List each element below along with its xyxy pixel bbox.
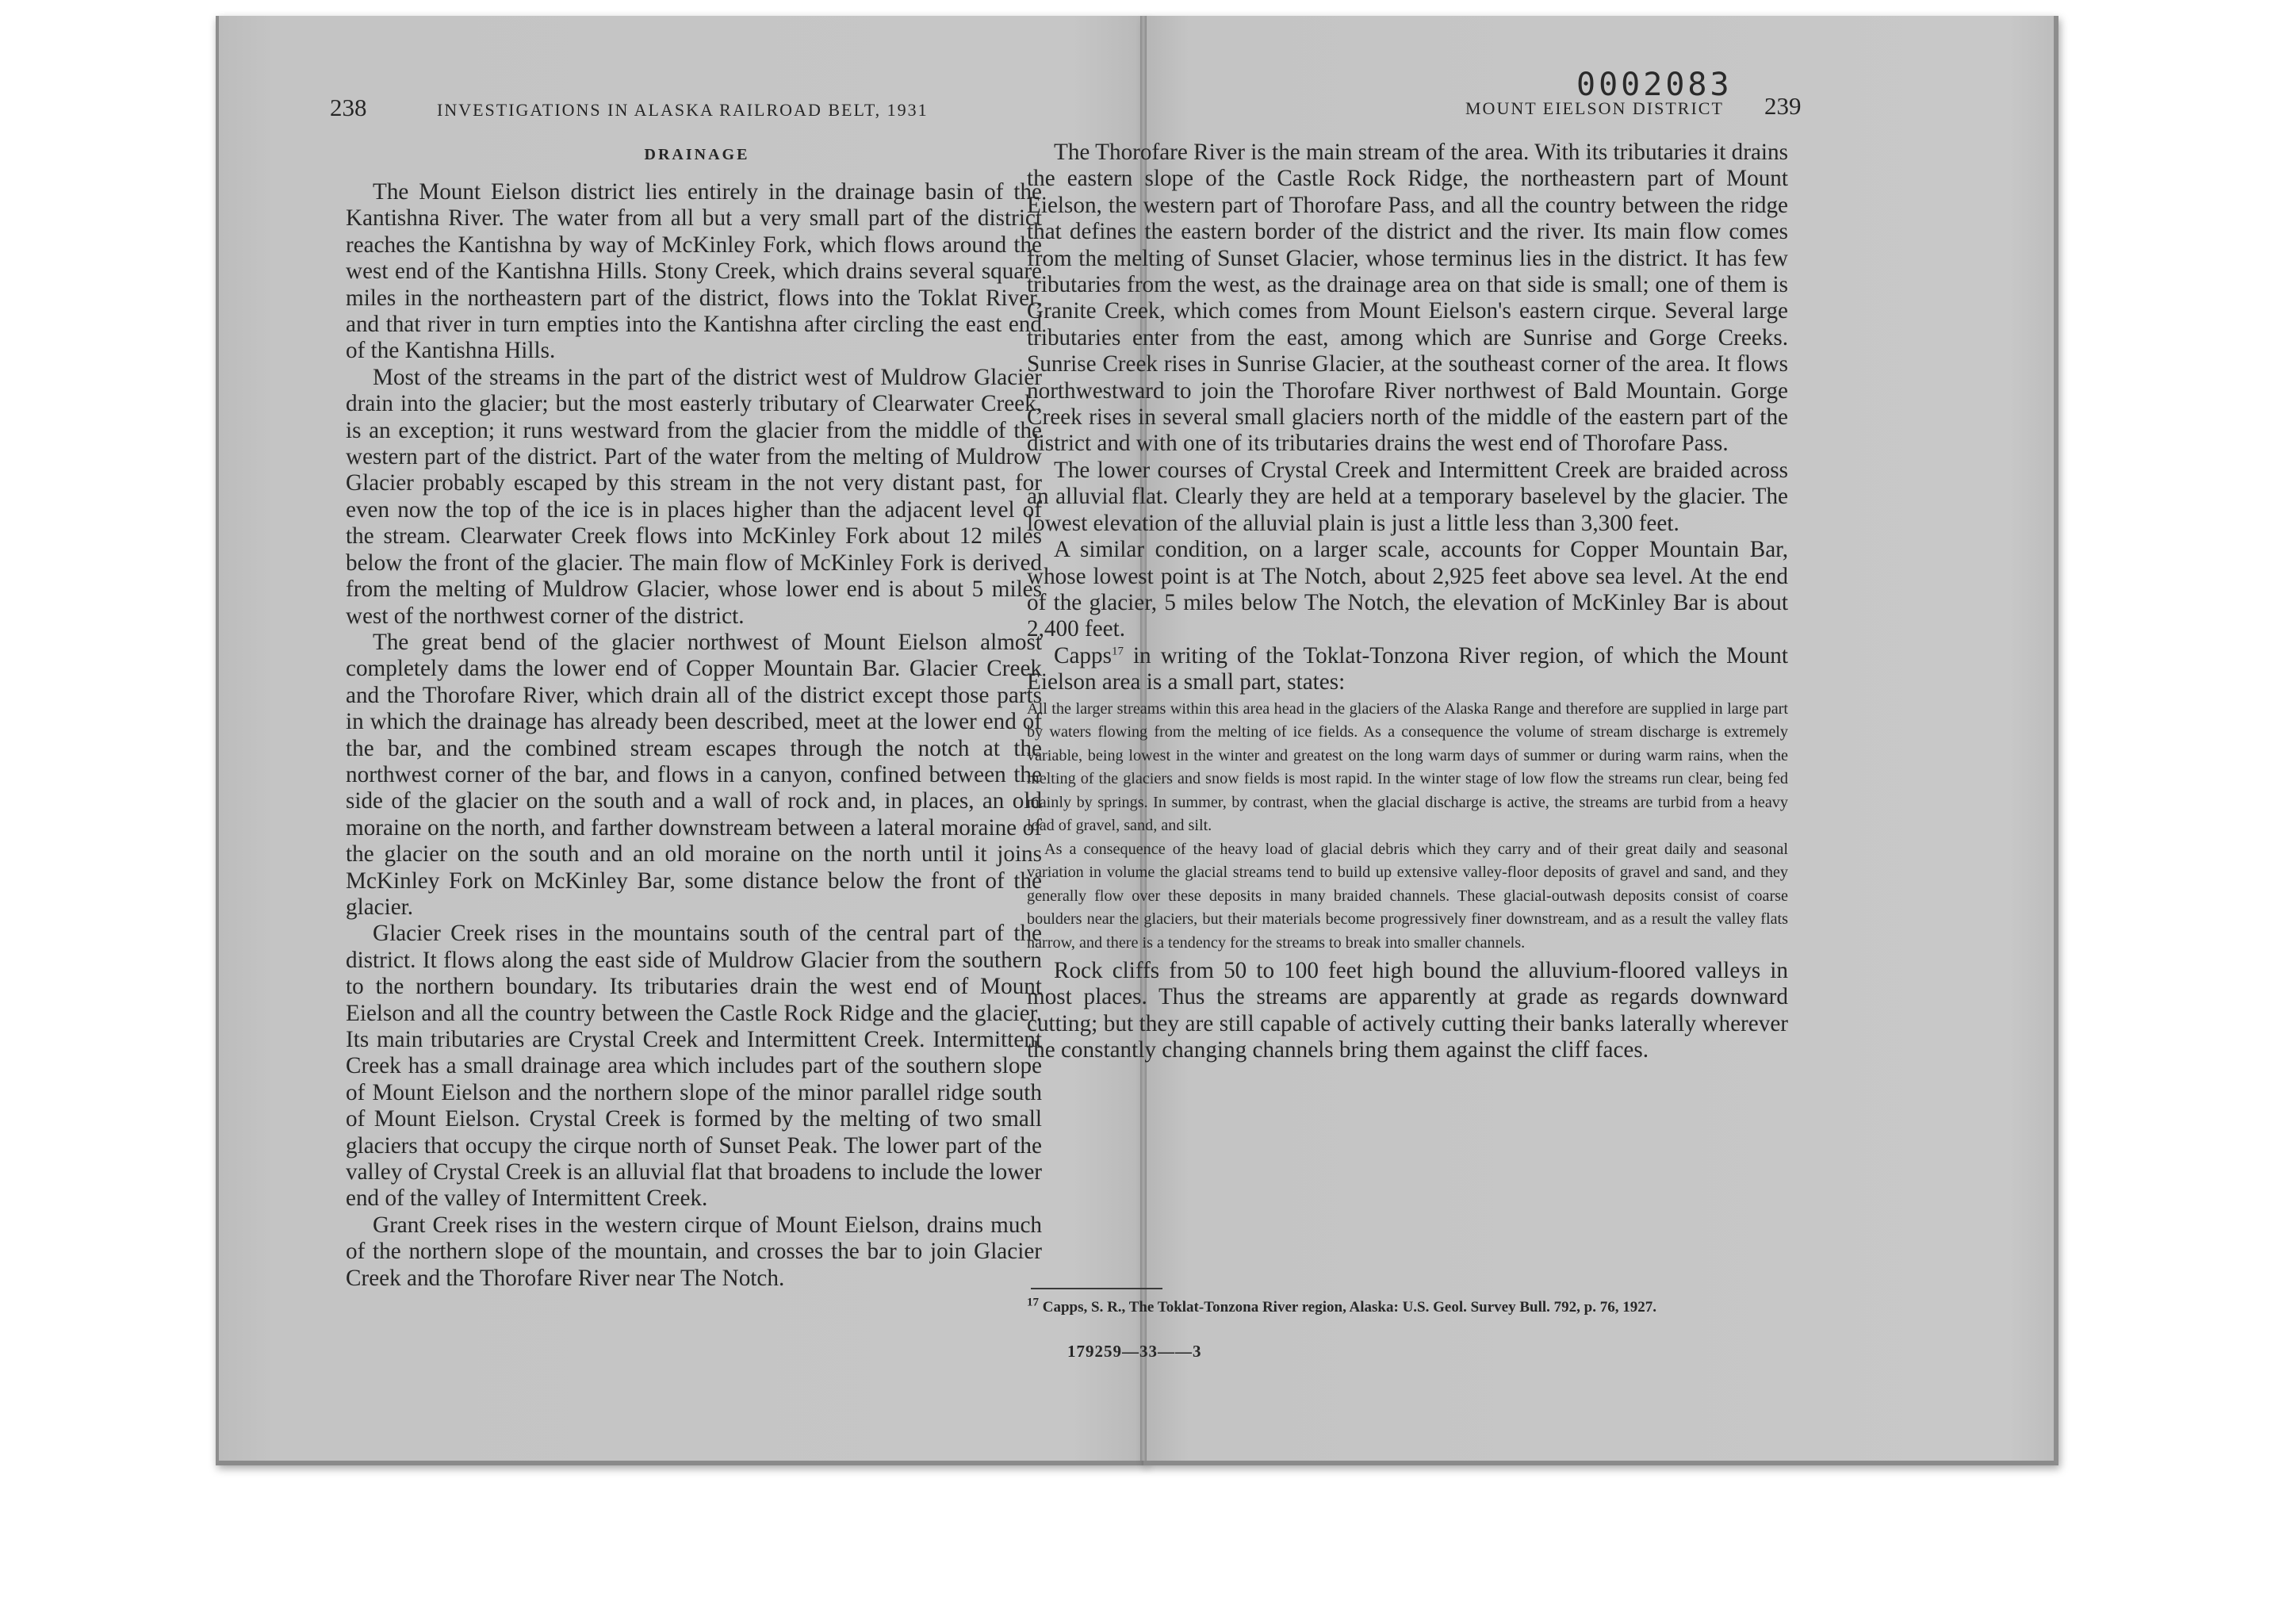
right-running-head: MOUNT EIELSON DISTRICT [1465, 98, 1724, 118]
paragraph: The Thorofare River is the main stream of the area. With its tributaries it drains the eastern slope of the Castle Rock Ridge, the northeastern part of Mount Eielson, the western part of Thorofare Pass, and all the country between the ridge that defines the eastern border of the district and the river. Its main flow comes from the melting of Sunset Glacier, whose terminus lies in the district. It has few tributaries from the west, as the drainage area on that side is small; one of them is Granite Creek, which comes from Mount Eielson's eastern cirque. Several large tributaries enter from the east, among which are Sunrise and Gorge Creeks. Sunrise Creek rises in Sunrise Glacier, at the southeast corner of the area. It flows northwestward to join the Thorofare River northwest of Bald Mountain. Gorge Creek rises in several small glaciers north of the middle of the eastern part of the district and with one of its tributaries drains the west end of Thorofare Pass. [1027, 140, 1788, 457]
paragraph: Glacier Creek rises in the mountains south of the central part of the district. It flows along the east side of Muldrow Glacier from the southern to the northern boundary. Its tributaries drain the west end of Mount Eielson and all the country between the Castle Rock Ridge and the glacier. Its main tributaries are Crystal Creek and Intermittent Creek. Intermittent Creek has a small drainage area which includes part of the southern slope of Mount Eielson and the northern slope of the minor parallel ridge south of Mount Eielson. Crystal Creek is formed by the melting of two small glaciers that occupy the cirque north of Sunset Peak. The lower part of the valley of Crystal Creek is an alluvial flat that broadens to include the lower end of the valley of Intermittent Creek. [346, 921, 1042, 1212]
closing-paragraph: Rock cliffs from 50 to 100 feet high bound the alluvium-floored valleys in most places. Thus the streams are apparently at grade as regards downward cutting; but they are still capable of actively cutting their banks laterally wherever the constantly changing channels bring them against the cliff faces. [1027, 958, 1788, 1063]
quote-paragraph: As a consequence of the heavy load of glacial debris which they carry and of their great daily and seasonal variation in volume the glacial streams tend to build up extensive valley-floor deposits of gravel and sand, and they generally flow over these deposits in many braided channels. These glacial-outwash deposits consist of coarse boulders near the glaciers, but their materials become progressively finer downstream, and as a result the valley flats narrow, and there is a tendency for the streams to break into smaller channels. [1027, 840, 1788, 952]
left-page [216, 16, 1147, 1465]
paragraph: The Mount Eielson district lies entirely in the drainage basin of the Kantishna River. The water from all but a very small part of the district reaches the Kantishna by way of McKinley Fork, which flows around the west end of the Kantishna Hills. Stony Creek, which drains several square miles in the northeastern part of the district, flows into the Toklat River, and that river in turn empties into the Kantishna after circling the east end of the Kantishna Hills. [346, 179, 1042, 364]
paragraph: The great bend of the glacier northwest of Mount Eielson almost completely dams the lower end of Copper Mountain Bar. Glacier Creek and the Thorofare River, which drain all of the district except those parts in which the drainage has already been described, meet at the lower end of the bar, and the combined stream escapes through the notch at the northwest corner of the bar, and flows in a canyon, confined between the side of the glacier on the south and a wall of rock and, in places, an old moraine on the north, and farther downstream between a lateral moraine of the glacier on the south and an old moraine on the north until it joins McKinley Fork on McKinley Bar, some distance below the front of the glacier. [346, 629, 1042, 920]
quote-paragraph: All the larger streams within this area head in the glaciers of the Alaska Range and therefore are supplied in large part by waters flowing from the melting of ice fields. As a consequence the volume of stream discharge is extremely variable, being lowest in the winter and greatest on the long warm days of summer or during warm rains, when the melting of the glaciers and snow fields is most rapid. In the winter stage of low flow the streams run clear, being fed mainly by springs. In summer, by contrast, when the glacial discharge is active, the streams are turbid from a heavy load of gravel, sand, and silt. [1027, 699, 1788, 835]
left-body-text [346, 179, 1042, 1292]
serial-stamp: 0002083 [1576, 67, 1733, 103]
capps-name: Capps [1054, 642, 1112, 668]
left-page-number: 238 [330, 94, 367, 121]
left-running-head: INVESTIGATIONS IN ALASKA RAILROAD BELT, 1931 [437, 100, 929, 120]
footnote-ref: 17 [1111, 644, 1124, 657]
paragraph: The lower courses of Crystal Creek and Intermittent Creek are braided across an alluvial flat. Clearly they are held at a temporary baselevel by the glacier. The lowest elevation of the alluvial plain is just a little less than 3,300 feet. [1027, 457, 1788, 536]
printer-imprint: 179259—33——3 [1067, 1342, 1202, 1361]
footnote-mark: 17 [1027, 1296, 1039, 1309]
capps-intro [1027, 643, 1788, 696]
paragraph: A similar condition, on a larger scale, accounts for Copper Mountain Bar, whose lowest point is at The Notch, about 2,925 feet above sea level. At the end of the glacier, 5 miles below The Notch, the elevation of McKinley Bar is about 2,400 feet. [1027, 537, 1788, 642]
right-page-number: 239 [1764, 92, 1802, 120]
section-heading: DRAINAGE [644, 146, 750, 163]
footnote-rule [1031, 1288, 1162, 1289]
footnote [1027, 1297, 1788, 1318]
paragraph: Most of the streams in the part of the district west of Muldrow Glacier drain into the glacier; but the most easterly tributary of Clearwater Creek, is an exception; it runs westward from the glacier from the middle of the western part of the district. Part of the water from the melting of Muldrow Glacier probably escaped by this stream in the not very distant past, for even now the top of the ice is in places higher than the adjacent level of the stream. Clearwater Creek flows into McKinley Fork about 12 miles below the front of the glacier. The main flow of McKinley Fork is derived from the melting of Muldrow Glacier, whose lower end is about 5 miles west of the northwest corner of the district. [346, 364, 1042, 629]
paragraph: Grant Creek rises in the western cirque of Mount Eielson, drains much of the northern slope of the mountain, and crosses the bar to join Glacier Creek and the Thorofare River near The Notch. [346, 1212, 1042, 1291]
footnote-text: Capps, S. R., The Toklat-Tonzona River region, Alaska: U.S. Geol. Survey Bull. 792, p. 76, 1927. [1039, 1299, 1656, 1316]
right-body-text [1027, 140, 1788, 1064]
left-page-header [330, 89, 1059, 124]
capps-intro-text: in writing of the Toklat-Tonzona River region, of which the Mount Eielson area is a small part, states: [1027, 642, 1788, 695]
block-quote [1027, 698, 1788, 956]
